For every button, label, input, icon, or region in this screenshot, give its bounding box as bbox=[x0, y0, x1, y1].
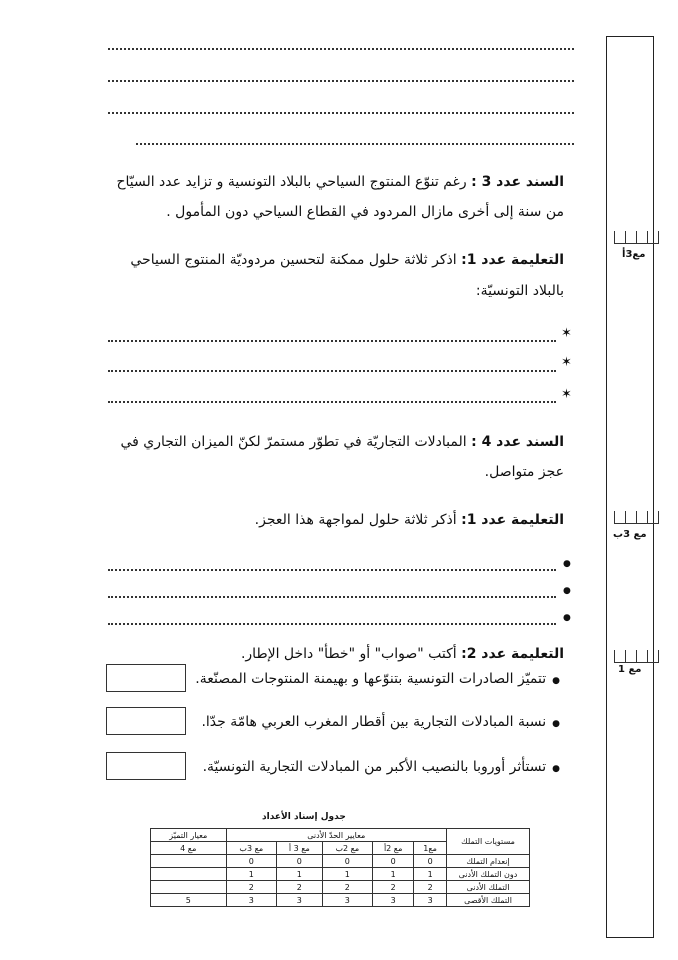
star-bullet-icon: ✶ bbox=[561, 387, 572, 402]
table-row bbox=[151, 881, 530, 894]
answer-line[interactable] bbox=[108, 569, 556, 571]
instr2-line bbox=[241, 644, 564, 664]
dot-bullet-icon: ● bbox=[563, 559, 571, 569]
value-cell: 0 bbox=[373, 855, 414, 868]
level-cell: التملك الأقصى bbox=[447, 894, 530, 907]
doc4-label: السند عدد 4 : bbox=[471, 434, 564, 450]
statement-3-text: تستأثر أوروبا بالنصيب الأكبر من المبادلات التجارية التونسيّة. bbox=[202, 759, 547, 775]
margin-label-1: مع3أ bbox=[622, 249, 646, 260]
answer-box-3[interactable] bbox=[106, 752, 186, 780]
table-header-row bbox=[151, 829, 530, 842]
answer-line[interactable] bbox=[108, 340, 556, 342]
value-cell: 1 bbox=[414, 868, 447, 881]
dot-bullet-icon: ● bbox=[552, 764, 560, 774]
instr1b-line bbox=[255, 510, 564, 530]
answer-line[interactable] bbox=[108, 112, 574, 114]
answer-line[interactable] bbox=[108, 48, 574, 50]
dot-bullet-icon: ● bbox=[552, 719, 560, 729]
value-cell bbox=[151, 868, 227, 881]
instr1a-label: التعليمة عدد 1: bbox=[461, 252, 564, 268]
value-cell: 3 bbox=[277, 894, 323, 907]
header-excel: معيار التميّز bbox=[151, 829, 227, 842]
value-cell: 1 bbox=[373, 868, 414, 881]
mark-boxes-3 bbox=[614, 650, 659, 663]
instr1b-text: أذكر ثلاثة حلول لمواجهة هذا العجز. bbox=[254, 512, 457, 528]
doc3-text1: رغم تنوّع المنتوج السياحي بالبلاد التونسية و تزايد عدد السيّاح bbox=[116, 174, 467, 190]
instr1a-line2: بالبلاد التونسيّة: bbox=[475, 283, 564, 299]
value-cell: 3 bbox=[226, 894, 276, 907]
statement-1 bbox=[195, 669, 560, 691]
value-cell: 3 bbox=[373, 894, 414, 907]
value-cell: 0 bbox=[226, 855, 276, 868]
header-levels: مستويات التملك bbox=[447, 829, 530, 855]
doc4-line1 bbox=[120, 432, 564, 452]
table-row bbox=[151, 894, 530, 907]
value-cell: 3 bbox=[414, 894, 447, 907]
instr1a-text1: اذكر ثلاثة حلول ممكنة لتحسين مردوديّة المنتوج السياحي bbox=[130, 252, 457, 268]
grading-table bbox=[150, 828, 530, 907]
dot-bullet-icon: ● bbox=[552, 676, 560, 686]
margin-label-2: مع 3ب bbox=[613, 529, 647, 540]
criterion-cell: مع 2ب bbox=[322, 842, 372, 855]
value-cell: 2 bbox=[277, 881, 323, 894]
statement-2-text: نسبة المبادلات التجارية بين أقطار المغرب العربي هامّة جدّا. bbox=[201, 714, 547, 730]
answer-box-2[interactable] bbox=[106, 707, 186, 735]
mark-boxes-1 bbox=[614, 231, 659, 244]
doc3-line2: من سنة إلى أخرى مازال المردود في القطاع السياحي دون المأمول . bbox=[166, 204, 564, 220]
scoring-margin bbox=[606, 36, 654, 938]
value-cell bbox=[151, 855, 227, 868]
value-cell: 3 bbox=[322, 894, 372, 907]
doc4-text1: المبادلات التجاريّة في تطوّر مستمرّ لكنّ الميزان التجاري في bbox=[120, 434, 467, 450]
value-cell: 0 bbox=[322, 855, 372, 868]
level-cell: التملك الأدنى bbox=[447, 881, 530, 894]
margin-label-3: مع 1 bbox=[618, 664, 642, 675]
instr1b-label: التعليمة عدد 1: bbox=[461, 512, 564, 528]
instr2-text: أكتب "صواب" أو "خطأ" داخل الإطار. bbox=[240, 646, 457, 662]
table-caption: جدول إسناد الأعداد bbox=[262, 812, 346, 822]
value-cell: 0 bbox=[277, 855, 323, 868]
criterion-cell: مع 3 أ bbox=[277, 842, 323, 855]
value-cell: 1 bbox=[277, 868, 323, 881]
instr2-label: التعليمة عدد 2: bbox=[461, 646, 564, 662]
answer-line[interactable] bbox=[108, 401, 556, 403]
statement-2 bbox=[201, 712, 560, 734]
answer-box-1[interactable] bbox=[106, 664, 186, 692]
doc4-line2: عجز متواصل. bbox=[484, 464, 564, 480]
dot-bullet-icon: ● bbox=[563, 613, 571, 623]
star-bullet-icon: ✶ bbox=[561, 355, 572, 370]
criterion-cell: مع 3ب bbox=[226, 842, 276, 855]
value-cell: 5 bbox=[151, 894, 227, 907]
statement-1-text: تتميّز الصادرات التونسية بتنوّعها و بهيمنة المنتوجات المصنّعة. bbox=[195, 671, 547, 687]
value-cell: 1 bbox=[322, 868, 372, 881]
dot-bullet-icon: ● bbox=[563, 586, 571, 596]
level-cell: دون التملك الأدنى bbox=[447, 868, 530, 881]
criterion-cell: مع 2أ bbox=[373, 842, 414, 855]
value-cell: 0 bbox=[414, 855, 447, 868]
value-cell: 2 bbox=[414, 881, 447, 894]
value-cell: 1 bbox=[226, 868, 276, 881]
value-cell: 2 bbox=[226, 881, 276, 894]
criterion-cell: مع 4 bbox=[151, 842, 227, 855]
header-min: معايير الحدّ الأدنى bbox=[226, 829, 446, 842]
answer-line[interactable] bbox=[108, 370, 556, 372]
doc3-line1 bbox=[116, 172, 564, 192]
value-cell: 2 bbox=[373, 881, 414, 894]
instr1a-line1 bbox=[130, 250, 564, 270]
mark-boxes-2 bbox=[614, 511, 659, 524]
statement-3 bbox=[203, 757, 560, 779]
answer-line[interactable] bbox=[108, 623, 556, 625]
value-cell: 2 bbox=[322, 881, 372, 894]
answer-line[interactable] bbox=[108, 80, 574, 82]
level-cell: إنعدام التملك bbox=[447, 855, 530, 868]
table-row bbox=[151, 868, 530, 881]
table-row bbox=[151, 855, 530, 868]
value-cell bbox=[151, 881, 227, 894]
criterion-cell: مع1 bbox=[414, 842, 447, 855]
star-bullet-icon: ✶ bbox=[561, 326, 572, 341]
answer-line[interactable] bbox=[108, 596, 556, 598]
doc3-label: السند عدد 3 : bbox=[471, 174, 564, 190]
answer-line[interactable] bbox=[136, 143, 574, 145]
